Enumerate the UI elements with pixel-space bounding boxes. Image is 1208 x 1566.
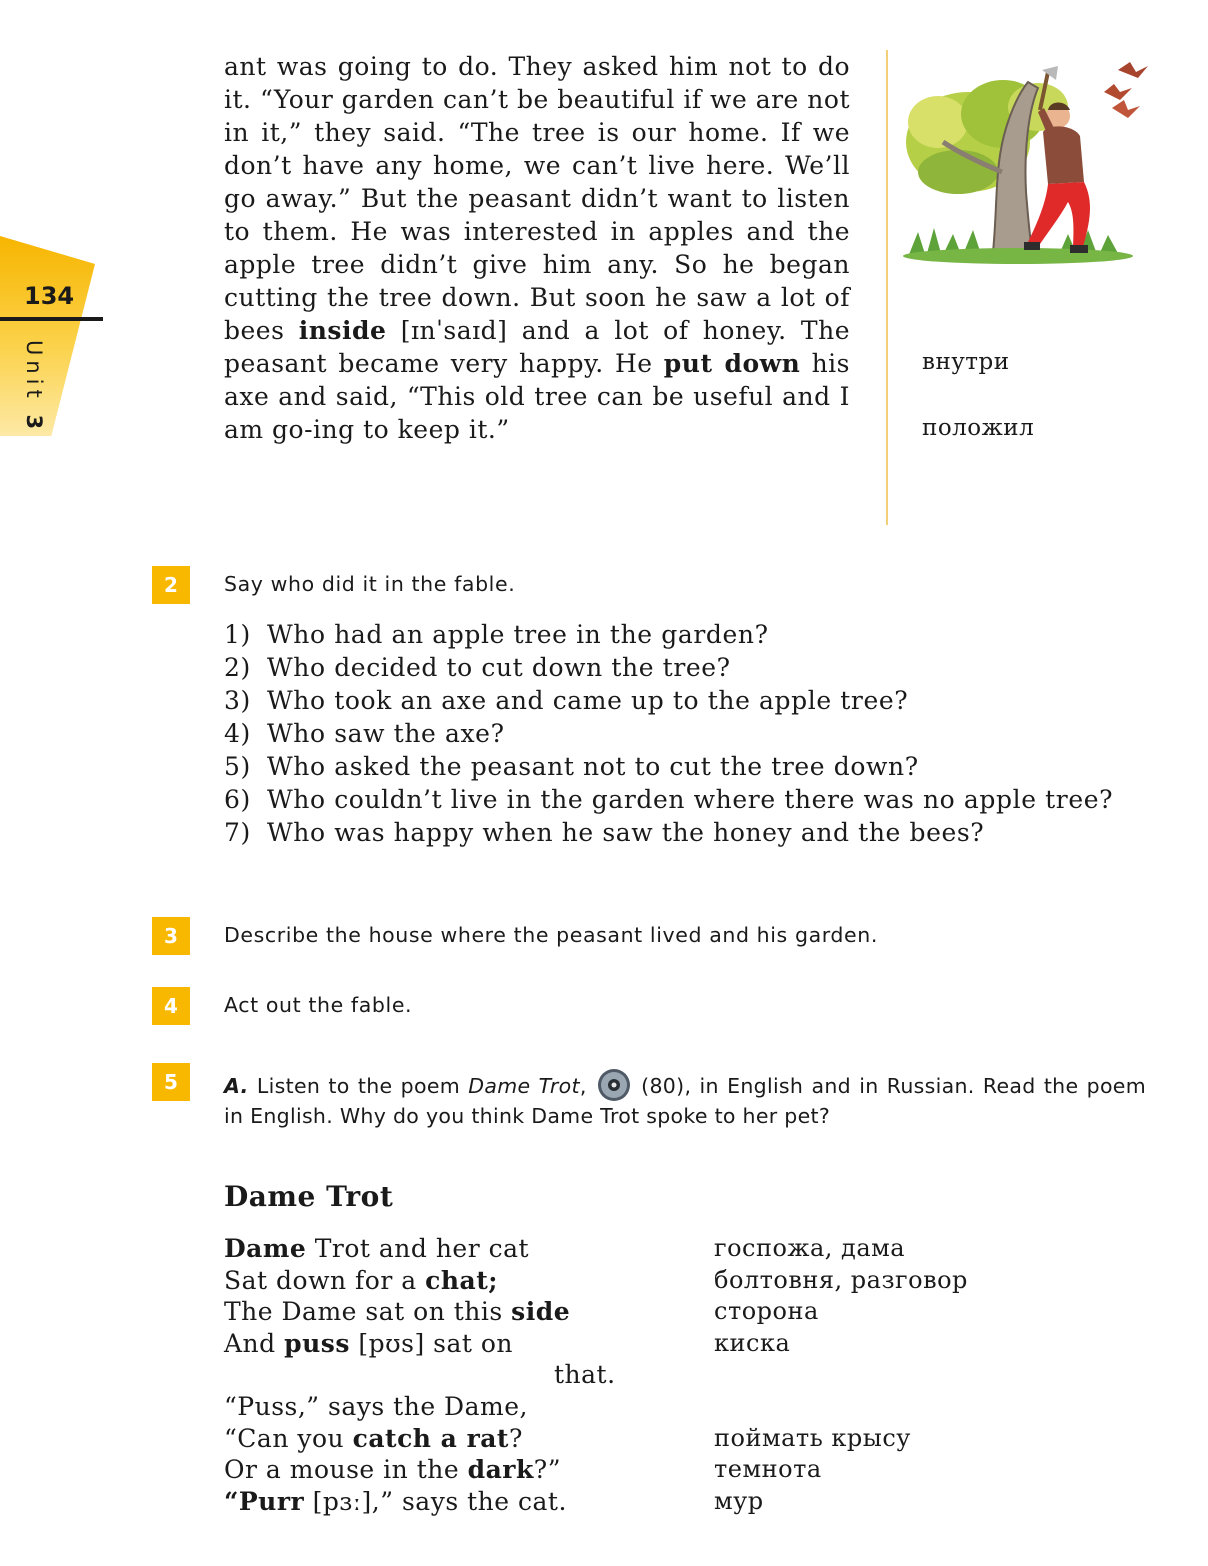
poem-gloss: поймать крысу xyxy=(714,1423,911,1452)
task-5-label: A. xyxy=(224,1074,249,1098)
poem-gloss: темнота xyxy=(714,1455,822,1484)
task-5-text: (80), in English and in Russian. Read the poem in English. Why do you think Dame Trot spoke to her pet? xyxy=(224,1074,1146,1128)
poem-line xyxy=(224,1454,616,1486)
question-text: Who asked the peasant not to cut the tree down? xyxy=(267,752,919,781)
poem-punct: ; xyxy=(488,1265,498,1295)
vocab-chat: chat xyxy=(425,1265,489,1295)
fable-text xyxy=(224,50,850,446)
task-4-badge: 4 xyxy=(152,987,190,1025)
vocab-put-down: put down xyxy=(663,349,801,378)
question-number: 5) xyxy=(224,752,251,781)
unit-number: 3 xyxy=(22,414,46,435)
question-number: 2) xyxy=(224,653,251,682)
poem-gloss: госпожа, дама xyxy=(714,1234,906,1262)
poem-text: “Puss,” says the Dame, xyxy=(224,1391,528,1421)
question-number: 4) xyxy=(224,719,251,748)
task-4-instruction: Act out the fable. xyxy=(224,993,413,1017)
question-text: Who had an apple tree in the garden? xyxy=(267,620,769,649)
poem-title: Dame Trot xyxy=(224,1180,394,1213)
question-text: Who saw the axe? xyxy=(267,719,505,748)
question-item xyxy=(224,783,1148,816)
poem-gloss: мур xyxy=(714,1486,764,1515)
task-3-badge: 3 xyxy=(152,917,190,955)
poem-gloss xyxy=(714,1359,968,1391)
vocab-dark: dark xyxy=(467,1455,534,1485)
poem-line xyxy=(224,1265,616,1297)
poem-line xyxy=(224,1328,616,1360)
audio-cd-icon[interactable] xyxy=(597,1068,631,1102)
task-5-badge: 5 xyxy=(152,1063,190,1101)
question-item xyxy=(224,684,1148,717)
task-2-badge: 2 xyxy=(152,566,190,604)
poem-glosses xyxy=(714,1233,968,1517)
page-number: 134 xyxy=(24,282,75,310)
poem-line xyxy=(224,1296,616,1328)
question-text: Who was happy when he saw the honey and the bees? xyxy=(267,818,985,847)
poem-text: Sat down for a xyxy=(224,1265,426,1295)
poem-text: The Dame sat on this xyxy=(224,1297,512,1327)
poem-text: ?” xyxy=(533,1455,561,1485)
question-number: 3) xyxy=(224,686,251,715)
task-5-instruction xyxy=(224,1068,1146,1130)
fable-text-part: ant was going to do. They asked him not to do it. “Your garden can’t be beautiful if we are not in it,” they said. “The tree is our home. If we don’t have any home, we can’t live here. We’ll go away.” But the peasant didn’t want to listen to them. He was interested in apples and the apple tree didn’t give him any. So he began cutting the tree down. But soon he saw a lot of bees xyxy=(224,52,850,345)
poem-name: Dame Trot xyxy=(468,1074,580,1098)
question-item xyxy=(224,717,1148,750)
poem-line xyxy=(224,1486,616,1518)
poem-line xyxy=(224,1391,616,1423)
vocab-puss: puss xyxy=(284,1328,350,1358)
poem-line xyxy=(224,1359,616,1391)
vocab-catch-a-rat: catch a rat xyxy=(352,1423,509,1453)
poem-line xyxy=(224,1423,616,1455)
question-item xyxy=(224,618,1148,651)
poem-gloss xyxy=(714,1391,968,1423)
gloss-inside: внутри xyxy=(922,349,1010,375)
question-text: Who decided to cut down the tree? xyxy=(267,653,731,682)
poem-gloss: киска xyxy=(714,1328,791,1357)
unit-label xyxy=(22,340,46,434)
gloss-put-down: положил xyxy=(922,415,1035,441)
task-2-instruction: Say who did it in the fable. xyxy=(224,572,516,596)
page-number-rule xyxy=(0,317,103,321)
poem-text: ? xyxy=(509,1423,523,1453)
question-item xyxy=(224,750,1148,783)
margin-divider xyxy=(886,50,888,525)
poem-text: Or a mouse in the xyxy=(224,1455,468,1485)
poem-gloss: сторона xyxy=(714,1297,819,1326)
vocab-side: side xyxy=(511,1297,571,1327)
poem-text: that. xyxy=(554,1360,616,1390)
question-list xyxy=(224,618,1148,849)
question-item xyxy=(224,816,1148,849)
poem-text: [pɜː],” says the cat. xyxy=(304,1486,567,1516)
poem-text: And xyxy=(224,1328,285,1358)
task-3-instruction: Describe the house where the peasant lived and his garden. xyxy=(224,923,878,947)
question-item xyxy=(224,651,1148,684)
poem-line xyxy=(224,1233,616,1265)
peasant-chopping-tree-illustration xyxy=(898,52,1150,264)
poem-text: “Can you xyxy=(224,1423,353,1453)
poem-text: Trot and her cat xyxy=(306,1234,530,1263)
vocab-purr: “Purr xyxy=(224,1486,305,1516)
fable-text-part: [ɪnˈsaɪd] and a lot of honey. The peasant became very happy. He xyxy=(224,316,850,378)
unit-tab xyxy=(0,236,95,436)
vocab-inside: inside xyxy=(298,316,387,345)
poem-gloss: болтовня, разговор xyxy=(714,1265,968,1294)
question-text: Who took an axe and came up to the apple tree? xyxy=(267,686,909,715)
task-5-text: , xyxy=(579,1074,587,1098)
vocab-dame: Dame xyxy=(224,1234,307,1263)
question-number: 7) xyxy=(224,818,251,847)
poem-text: [pʊs] sat on xyxy=(349,1328,514,1358)
task-5-text: Listen to the poem xyxy=(248,1074,469,1098)
fable-text-part: his axe and said, “This old tree can be useful and I am go-ing to keep it.” xyxy=(224,349,850,444)
question-text: Who couldn’t live in the garden where there was no apple tree? xyxy=(267,785,1114,814)
unit-word: Unit xyxy=(22,340,46,403)
question-number: 1) xyxy=(224,620,251,649)
poem-lines xyxy=(224,1233,616,1517)
question-number: 6) xyxy=(224,785,251,814)
fable-paragraph xyxy=(224,50,850,446)
